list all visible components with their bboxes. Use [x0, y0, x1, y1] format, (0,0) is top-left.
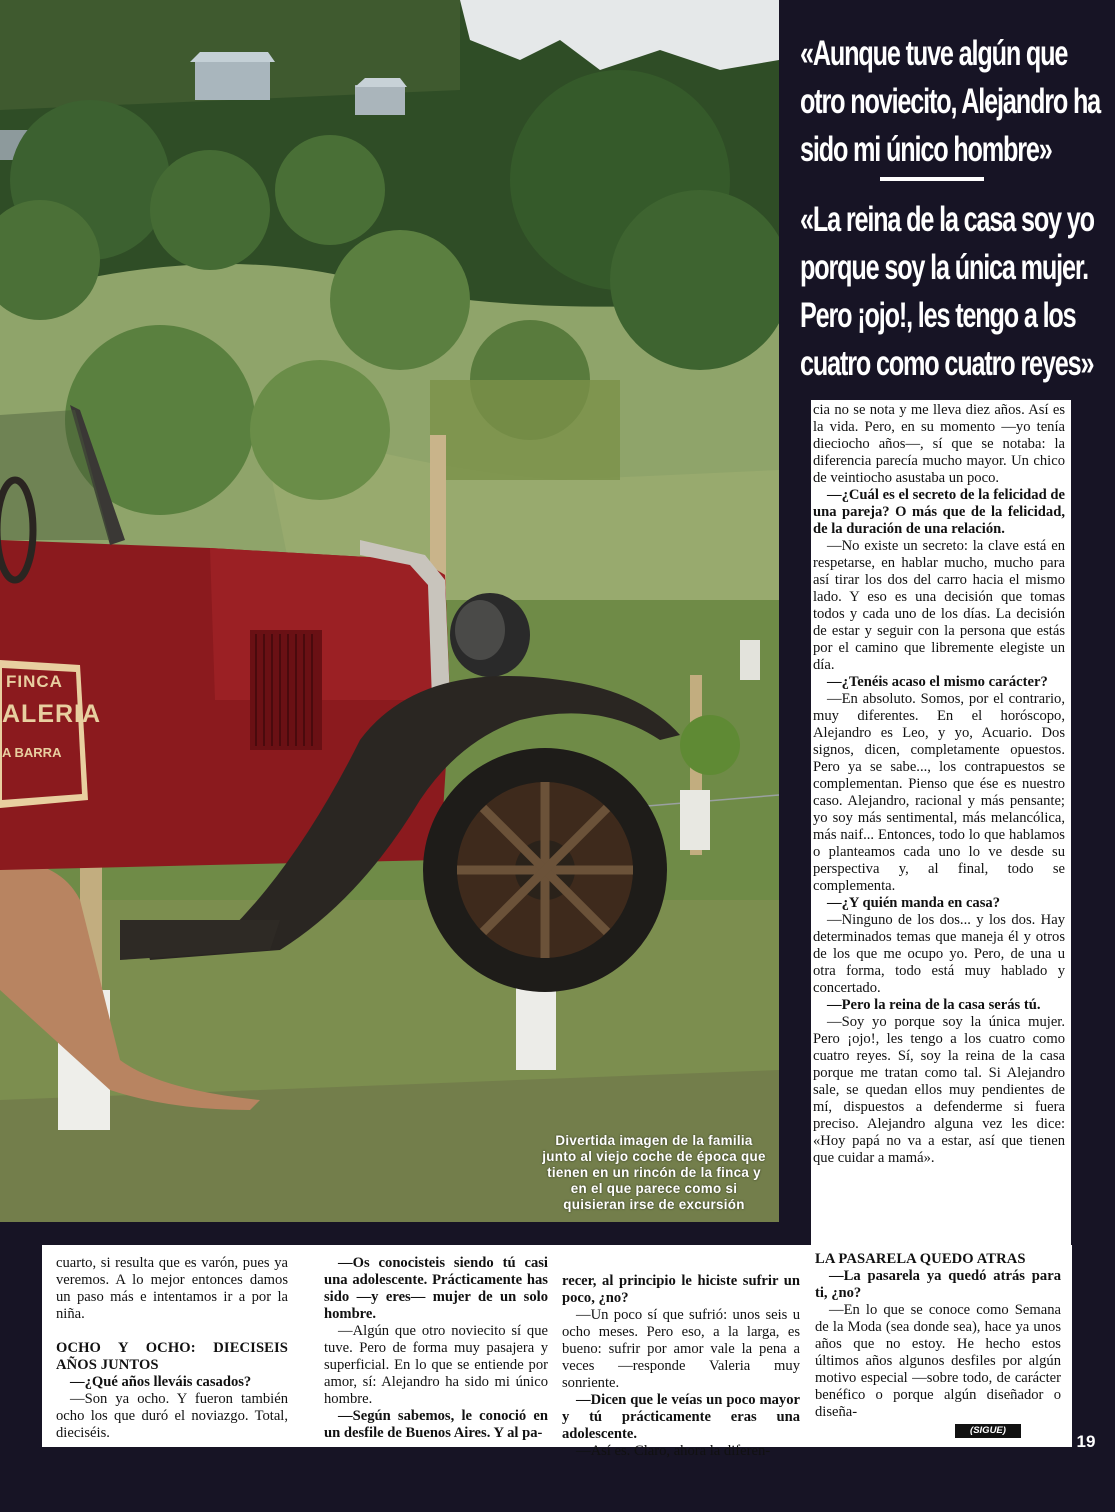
answer: —En absoluto. Somos, por el contrario, muy diferentes. En el horóscopo, Alejandro es Leo, y yo, Acuario. Dos signos, dicen, completamente opuestos. Pero ya se sabe..., los contrapuestos se complementan. Pienso que ése es nuestro caso. Alejandro, racional y más pensante; yo soy más sentimental, más melancólica, más naif... Entonces, todo lo que hablamos o planteamos cada uno lo ve desde su perspectiva y, al final, todo se complementa.: [813, 691, 1065, 894]
photo-caption: Divertida imagen de la familia junto al viejo coche de época que tienen en un rincón de la finca y en el que parece como si quisieran irse de excursión: [542, 1133, 766, 1212]
continued-label: (SIGUE): [955, 1424, 1021, 1438]
answer: —Soy yo porque soy la única mujer. Pero ¡ojo!, les tengo a los cuatro como cuatro reyes. Sí, soy la reina de la casa porque me tratan como tal. Si Alejandro sale, se quedan ellos muy pendientes de mí, dispuestos a defenderme si fuera preciso. Alejandro alguna vez les dice: «Hoy papá no va a estar, así que tienen que cuidar a mamá».: [813, 1014, 1065, 1166]
car-sign-line1: FINCA: [6, 672, 63, 691]
question-text: —¿Cuál es el secreto de la felicidad de una pareja? O más que de la felicidad, de la duración de una relación.: [813, 487, 1065, 537]
question: [815, 1268, 1061, 1302]
question-text: —Dicen que le veías un poco mayor y tú prácticamente eras una adolescente.: [562, 1392, 800, 1442]
question-text: recer, al principio le hiciste sufrir un poco, ¿no?: [562, 1273, 800, 1306]
answer: —Algún que otro noviecito sí que tuve. Pero de forma muy pasajera y superficial. En lo que se entiende por amor, sí: Alejandro ha sido mi único hombre.: [324, 1323, 548, 1407]
question-text: —¿Y quién manda en casa?: [827, 895, 1000, 911]
bottom-column-3: [562, 1273, 800, 1460]
page-number: 19: [1076, 1432, 1096, 1451]
right-column-text: [813, 402, 1065, 1167]
question: [324, 1255, 548, 1323]
question: [813, 895, 1065, 912]
question: [56, 1374, 288, 1391]
question-text: —Según sabemos, le conoció en un desfile de Buenos Aires. Y al pa-: [324, 1408, 548, 1441]
bottom-column-2: [324, 1255, 548, 1442]
pull-quotes: [780, 0, 1115, 408]
pull-quote-1: «Aunque tuve algún que otro noviecito, Alejandro ha sido mi único hombre»: [800, 34, 1101, 169]
question-text: —¿Qué años lleváis casados?: [70, 1374, 252, 1390]
question-continued: [562, 1273, 800, 1307]
section-heading: OCHO Y OCHO: DIECISEIS AÑOS JUNTOS: [56, 1340, 288, 1373]
bottom-text-panel: [42, 1245, 1072, 1459]
paragraph: cia no se nota y me lleva diez años. Así es la vida. Pero, en su momento —yo tenía dieciocho años—, sí que se notaba: la diferencia parecía mucho mayor. Un chico de veintiocho asustaba un poco.: [813, 402, 1065, 486]
question-text: —Pero la reina de la casa serás tú.: [827, 997, 1041, 1013]
answer: —No existe un secreto: la clave está en respetarse, en hablar mucho, mucho para así tirar los dos del carro hacia el mismo lado. Y eso es una decisión que tomas todos y cada uno de los días. La decisión de estar y seguir con la persona que estás por el camino que libremente elegiste un día.: [813, 538, 1065, 673]
pull-quote-2: «La reina de la casa soy yo porque soy la única mujer. Pero ¡ojo!, les tengo a los cuatro como cuatro reyes»: [800, 200, 1094, 383]
paragraph: cuarto, si resulta que es varón, pues ya veremos. A lo mejor entonces damos un paso más e intentamos ir a por la niña.: [56, 1255, 288, 1322]
answer: —En lo que se conoce como Semana de la Moda (sea donde sea), hace ya unos años que no estoy. He hecho estos últimos años algunos desfiles por algún motivo especial —sobre todo, de carácter benéfico o porque algún diseñador o diseña-: [815, 1302, 1061, 1420]
question: [813, 997, 1065, 1014]
answer: —Son ya ocho. Y fueron también ocho los que duró el noviazgo. Total, dieciséis.: [56, 1391, 288, 1441]
answer: —Así es. Claro, ahora la diferen-: [576, 1443, 771, 1459]
bottom-column-1: [56, 1255, 288, 1442]
question-text: —Os conocisteis siendo tú casi una adolescente. Prácticamente has sido —y eres— mujer de un solo hombre.: [324, 1255, 548, 1322]
answer: —Un poco sí que sufrió: unos seis u ocho meses. Pero eso, a la larga, es bueno: sufrir por amor vale la pena a veces —responde Valeria muy sonriente.: [562, 1307, 800, 1391]
question: [813, 674, 1065, 691]
bottom-column-4: [815, 1251, 1061, 1421]
car-sign-line3: A BARRA: [2, 745, 62, 760]
section-heading: LA PASARELA QUEDO ATRAS: [815, 1251, 1026, 1267]
question: [562, 1392, 800, 1443]
right-column-panel: [811, 400, 1071, 1252]
quote-divider: [880, 177, 984, 181]
car-sign-line2: ALERIA: [2, 700, 102, 728]
question: [813, 487, 1065, 538]
question-text: —¿Tenéis acaso el mismo carácter?: [827, 674, 1048, 690]
question: [324, 1408, 548, 1442]
answer: —Ninguno de los dos... y los dos. Hay determinados temas que maneja él y otros de los que me ocupo yo. Pero, de una u otra forma, todo está muy hablado y concertado.: [813, 912, 1065, 996]
question-text: —La pasarela ya quedó atrás para ti, ¿no?: [815, 1268, 1061, 1301]
